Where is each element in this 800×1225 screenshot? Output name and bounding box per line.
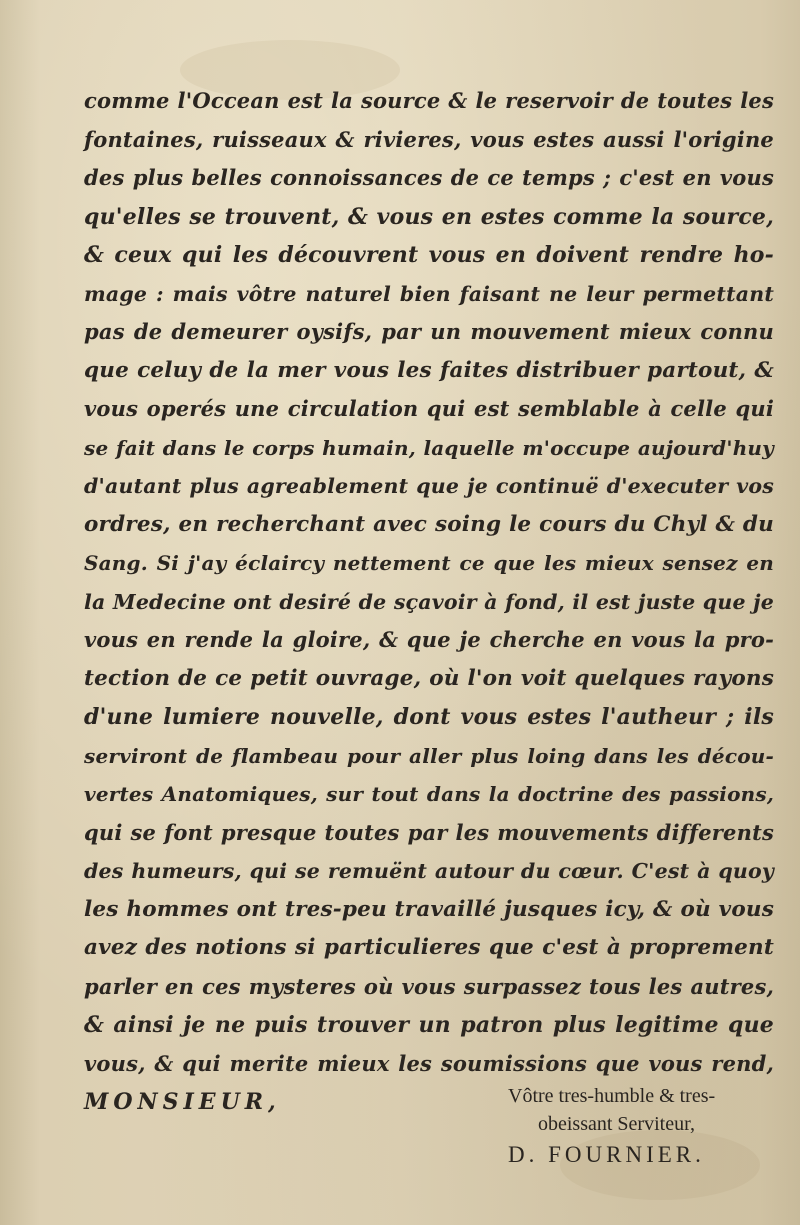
text-line: vous en rende la gloire, & que je cherche en vous la pro- (84, 627, 774, 652)
text-line: pas de demeurer oysifs, par un mouvement mieux connu (84, 319, 774, 344)
salutation: MONSIEUR, (84, 1089, 281, 1115)
text-line: & ceux qui les découvrent vous en doivent rendre ho- (84, 242, 774, 268)
text-line: ordres, en recherchant avec soing le cours du Chyl & du (84, 511, 774, 537)
text-line: comme l'Occean est la source & le reservoir de toutes les (84, 88, 774, 113)
text-line: Sang. Si j'ay éclaircy nettement ce que les mieux sensez en (84, 551, 774, 575)
signature-block (508, 1082, 788, 1172)
text-line: tection de ce petit ouvrage, où l'on voit quelques rayons (84, 665, 774, 691)
text-line: d'autant plus agreablement que je continuë d'executer vos (84, 474, 774, 498)
text-line: qui se font presque toutes par les mouvements differents (84, 819, 774, 845)
text-line: avez des notions si particulieres que c'est à proprement (84, 935, 774, 960)
text-line: que celuy de la mer vous les faites distribuer partout, & (84, 357, 774, 383)
text-line: vertes Anatomiques, sur tout dans la doctrine des passions, (84, 782, 774, 806)
text-line: vous operés une circulation qui est semblable à celle qui (84, 396, 774, 421)
text-line: serviront de flambeau pour aller plus loing dans les décou- (84, 743, 774, 768)
closing-line: Vôtre tres-humble & tres- (508, 1085, 716, 1107)
text-line: des humeurs, qui se remuënt autour du cœur. C'est à quoy (84, 859, 774, 883)
text-line: fontaines, ruisseaux & rivieres, vous estes aussi l'origine (84, 126, 774, 152)
text-line: parler en ces mysteres où vous surpassez tous les autres, (84, 973, 774, 999)
dedication-text (84, 82, 774, 1122)
text-line: vous, & qui merite mieux les soumissions que vous rend, (84, 1050, 774, 1076)
text-line: mage : mais vôtre naturel bien faisant ne leur permettant (84, 281, 774, 306)
text-line: les hommes ont tres-peu travaillé jusques icy, & où vous (84, 896, 774, 922)
text-line: des plus belles connoissances de ce temps ; c'est en vous (84, 165, 774, 190)
text-line: qu'elles se trouvent, & vous en estes comme la source, (84, 203, 774, 230)
author-name: D. FOURNIER. (508, 1142, 705, 1167)
text-line: & ainsi je ne puis trouver un patron plus legitime que (84, 1012, 774, 1038)
closing-line: obeissant Serviteur, (538, 1113, 695, 1135)
text-line: se fait dans le corps humain, laquelle m'occupe aujourd'huy (84, 435, 774, 460)
text-line: la Medecine ont desiré de sçavoir à fond, il est juste que je (84, 589, 774, 614)
text-line: d'une lumiere nouvelle, dont vous estes l'autheur ; ils (84, 704, 774, 730)
